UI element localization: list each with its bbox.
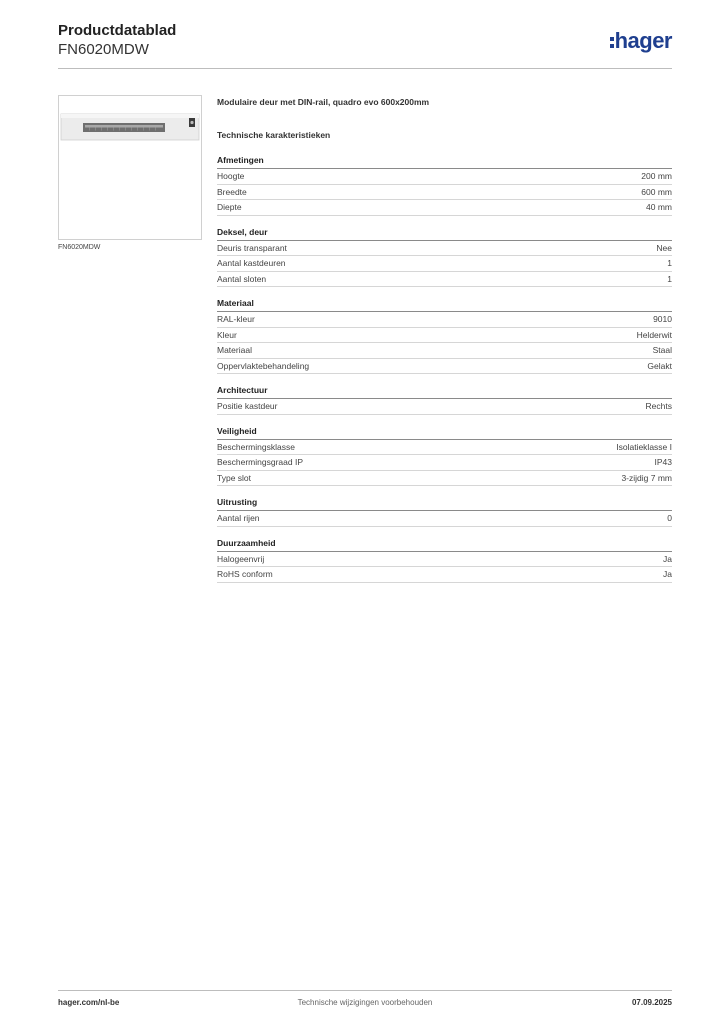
footer-date: 07.09.2025 xyxy=(631,998,672,1007)
spec-label: Materiaal xyxy=(217,345,252,355)
spec-row xyxy=(217,455,672,471)
spec-value: Staal xyxy=(652,345,672,355)
spec-value: Helderwit xyxy=(636,329,672,340)
spec-value: 0 xyxy=(667,513,672,523)
spec-section xyxy=(217,537,672,583)
hager-logo xyxy=(610,28,672,54)
footer-divider xyxy=(58,990,672,991)
spec-section xyxy=(217,496,672,527)
spec-section xyxy=(217,384,672,415)
spec-row xyxy=(217,241,672,257)
spec-value: Isolatieklasse I xyxy=(616,441,672,452)
spec-label: Beschermingsgraad IP xyxy=(217,457,303,467)
spec-label: Kleur xyxy=(217,329,237,340)
spec-section xyxy=(217,425,672,487)
product-code: FN6020MDW xyxy=(58,41,149,58)
spec-row xyxy=(217,511,672,527)
spec-value: 1 xyxy=(667,273,672,284)
product-image-caption: FN6020MDW xyxy=(58,244,101,251)
footer-notice: Technische wijzigingen voorbehouden xyxy=(297,998,433,1007)
header-divider xyxy=(58,68,672,69)
spec-row xyxy=(217,328,672,344)
spec-label: Aantal sloten xyxy=(217,273,267,284)
technical-characteristics-heading: Technische karakteristieken xyxy=(217,130,331,140)
footer-website-link[interactable]: hager.com/nl-be xyxy=(58,998,120,1007)
spec-row xyxy=(217,567,672,583)
spec-row xyxy=(217,185,672,201)
spec-section xyxy=(217,297,672,374)
spec-label: Diepte xyxy=(217,202,242,212)
spec-label: Breedte xyxy=(217,186,247,197)
spec-label: Hoogte xyxy=(217,171,245,181)
product-door-illustration xyxy=(59,96,201,239)
spec-row xyxy=(217,440,672,456)
spec-value: Nee xyxy=(656,242,672,253)
spec-label: Halogeenvrij xyxy=(217,553,265,564)
spec-label: Deuris transparant xyxy=(217,242,287,253)
spec-value: 600 mm xyxy=(641,186,672,197)
spec-value: Rechts xyxy=(645,401,672,411)
document-header xyxy=(58,22,176,59)
spec-row xyxy=(217,471,672,487)
spec-value: 1 xyxy=(667,258,672,268)
spec-row xyxy=(217,359,672,375)
spec-row xyxy=(217,399,672,415)
spec-section xyxy=(217,154,672,216)
spec-row xyxy=(217,312,672,328)
spec-label: Oppervlaktebehandeling xyxy=(217,360,310,371)
spec-row xyxy=(217,343,672,359)
section-title: Materiaal xyxy=(217,297,672,312)
spec-value: 3-zijdig 7 mm xyxy=(621,472,672,483)
product-description: Modulaire deur met DIN-rail, quadro evo 600x200mm xyxy=(217,97,430,107)
spec-row xyxy=(217,552,672,568)
section-title: Architectuur xyxy=(217,384,672,399)
section-title: Duurzaamheid xyxy=(217,537,672,552)
spec-label: RAL-kleur xyxy=(217,314,255,324)
section-title: Uitrusting xyxy=(217,496,672,511)
spec-value: IP43 xyxy=(654,457,672,467)
spec-label: Positie kastdeur xyxy=(217,401,278,411)
spec-label: Beschermingsklasse xyxy=(217,441,295,452)
spec-row xyxy=(217,256,672,272)
logo-dots-icon xyxy=(610,34,614,51)
spec-value: 9010 xyxy=(653,314,672,324)
spec-row xyxy=(217,272,672,288)
spec-value: Gelakt xyxy=(647,360,672,371)
spec-section xyxy=(217,226,672,288)
section-title: Veiligheid xyxy=(217,425,672,440)
product-image xyxy=(58,95,202,240)
spec-label: Aantal rijen xyxy=(217,513,260,523)
document-title: Productdatablad xyxy=(58,22,177,39)
spec-value: 200 mm xyxy=(641,171,672,181)
spec-label: Aantal kastdeuren xyxy=(217,258,286,268)
spec-value: 40 mm xyxy=(646,202,672,212)
logo-text: hager xyxy=(614,28,672,53)
spec-row xyxy=(217,169,672,185)
spec-label: RoHS conform xyxy=(217,569,273,579)
spec-content xyxy=(217,97,672,583)
spec-sections xyxy=(217,154,672,583)
section-title: Afmetingen xyxy=(217,154,672,169)
spec-row xyxy=(217,200,672,216)
spec-value: Ja xyxy=(663,553,672,564)
spec-value: Ja xyxy=(663,569,672,579)
spec-label: Type slot xyxy=(217,472,252,483)
section-title: Deksel, deur xyxy=(217,226,672,241)
